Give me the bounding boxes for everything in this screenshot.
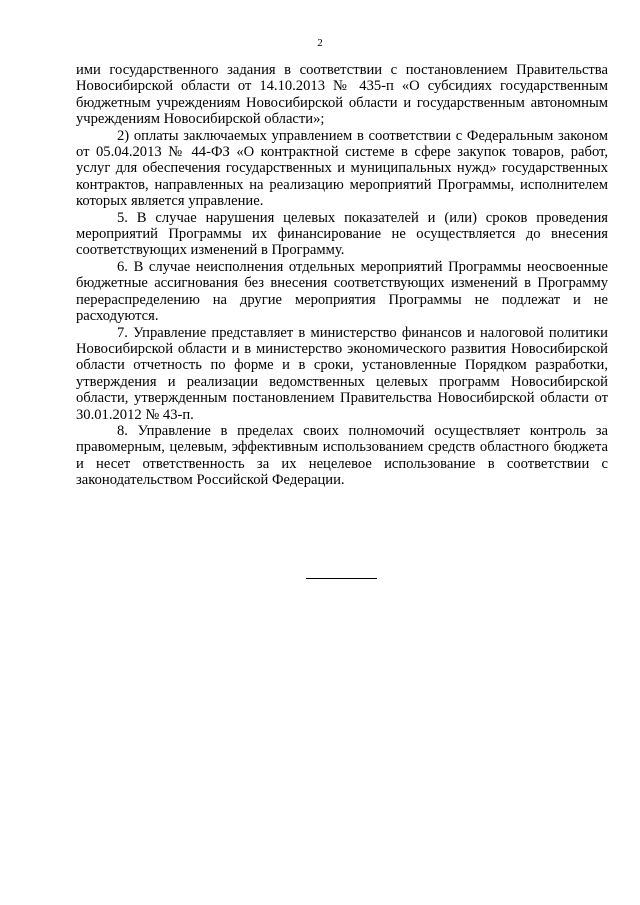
paragraph-clause-5: 5. В случае нарушения целевых показателей и (или) сроков проведения мероприятий Программы их финансирование не осуществляется до внесения соответствующих изменений в Программу. bbox=[76, 209, 608, 259]
page-number: 2 bbox=[317, 37, 323, 49]
end-of-document-rule bbox=[306, 578, 377, 579]
paragraph-clause-7: 7. Управление представляет в министерство финансов и налоговой политики Новосибирской области и в министерство экономического развития Новосибирской области отчетность по форме и в сроки, установленные Порядком разработки, утверждения и реализации ведомственных целевых программ Новосибирской области, утвержденным постановлением Правительства Новосибирской области от 30.01.2012 № 43-п. bbox=[76, 324, 608, 423]
paragraph-item-2: 2) оплаты заключаемых управлением в соответствии с Федеральным законом от 05.04.2013 № 44-ФЗ «О контрактной системе в сфере закупок товаров, работ, услуг для обеспечения государственных и муниципальных нужд» государственных контрактов, направленных на реализацию мероприятий Программы, исполнителем которых является управление. bbox=[76, 127, 608, 210]
paragraph-clause-6: 6. В случае неисполнения отдельных мероприятий Программы неосвоенные бюджетные ассигнования без внесения соответствующих изменений в Программу перераспределению на другие мероприятия Программы не подлежат и не расходуются. bbox=[76, 258, 608, 325]
paragraph-clause-8: 8. Управление в пределах своих полномочий осуществляет контроль за правомерным, целевым, эффективным использованием средств областного бюджета и несет ответственность за их нецелевое использование в соответствии с законодательством Российской Федерации. bbox=[76, 422, 608, 489]
paragraph-continuation: ими государственного задания в соответствии с постановлением Правительства Новосибирской области от 14.10.2013 № 435-п «О субсидиях государственным бюджетным учреждениям Новосибирской области и государственным автономным учреждениям Новосибирской области»; bbox=[76, 62, 608, 128]
document-body bbox=[76, 62, 608, 489]
